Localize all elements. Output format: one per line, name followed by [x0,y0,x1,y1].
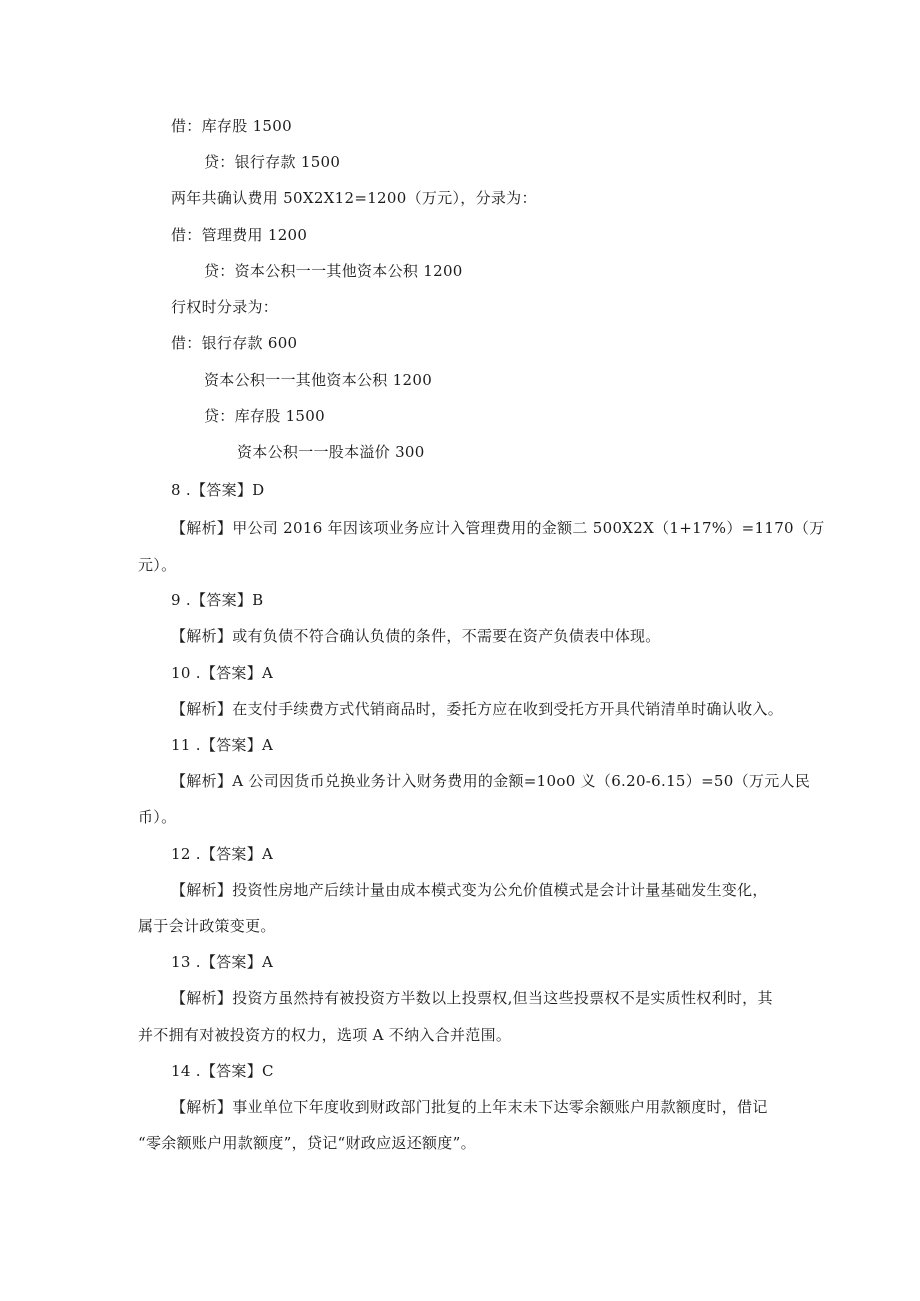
analysis-13-line-1: 【解析】投资方虽然持有被投资方半数以上投票权,但当这些投票权不是实质性权利时，其 [171,989,773,1007]
analysis-14-line-1: 【解析】事业单位下年度收到财政部门批复的上年末未下达零余额账户用款额度时，借记 [171,1098,768,1116]
analysis-14-line-2: “零余额账户用款额度”，贷记“财政应返还额度”。 [138,1134,476,1152]
answer-10: 10 .【答案】A [171,664,274,682]
analysis-12-line-2: 属于会计政策变更。 [138,917,276,935]
entry-debit-treasury-stock: 借：库存股 1500 [171,117,292,135]
entry-credit-capital-reserve: 贷：资本公积一一其他资本公积 1200 [204,262,463,280]
entry-credit-treasury-stock: 贷：库存股 1500 [204,407,325,425]
entry-credit-bank-deposit: 贷：银行存款 1500 [204,153,341,171]
analysis-9: 【解析】或有负债不符合确认负债的条件，不需要在资产负债表中体现。 [171,627,661,645]
analysis-10: 【解析】在支付手续费方式代销商品时，委托方应在收到受托方开具代销清单时确认收入。 [171,700,784,718]
entry-debit-capital-reserve: 资本公积一一其他资本公积 1200 [204,371,433,389]
answer-13: 13 .【答案】A [171,953,274,971]
answer-9: 9 .【答案】B [171,591,264,609]
analysis-13-line-2: 并不拥有对被投资方的权力，选项 A 不纳入合并范围。 [138,1026,512,1044]
analysis-8-line-1: 【解析】甲公司 2016 年因该项业务应计入管理费用的金额二 500X2X（1+17%）=1170（万 [171,519,825,537]
expense-summary-text: 两年共确认费用 50X2X12=1200（万元），分录为： [171,189,537,207]
answer-11: 11 .【答案】A [171,736,274,754]
analysis-12-line-1: 【解析】投资性房地产后续计量由成本模式变为公允价值模式是会计计量基础发生变化， [171,881,768,899]
entry-debit-bank-deposit: 借：银行存款 600 [171,334,298,352]
answer-12: 12 .【答案】A [171,845,274,863]
analysis-11-line-2: 币）。 [138,808,177,826]
answer-14: 14 .【答案】C [171,1062,274,1080]
answer-8: 8 .【答案】D [171,481,265,499]
analysis-8-line-2: 元）。 [138,556,177,574]
entry-credit-share-premium: 资本公积一一股本溢价 300 [237,443,425,461]
entry-debit-admin-expense: 借：管理费用 1200 [171,226,308,244]
exercise-entry-heading: 行权时分录为： [171,298,279,316]
analysis-11-line-1: 【解析】A 公司因货币兑换业务计入财务费用的金额=10o0 义（6.20-6.15）=50（万元人民 [171,772,811,790]
